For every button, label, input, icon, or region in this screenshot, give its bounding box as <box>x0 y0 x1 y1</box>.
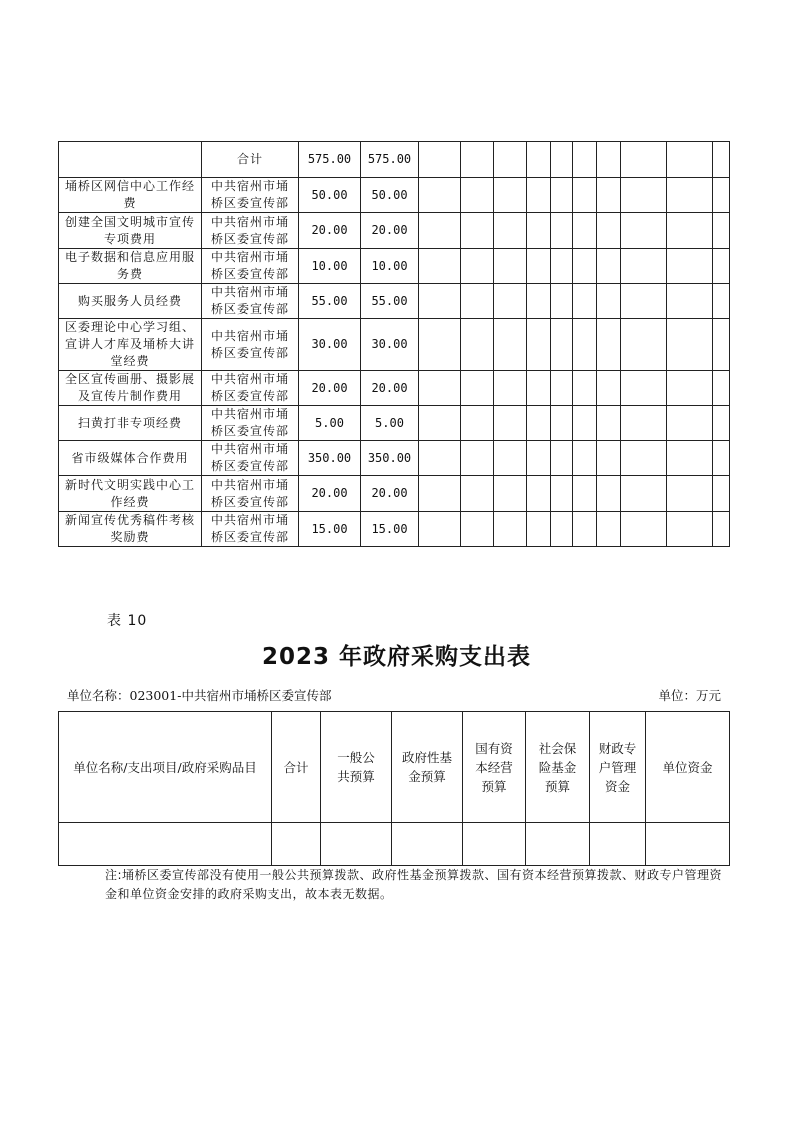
table-row <box>59 284 730 319</box>
currency-unit-label: 单位：万元 <box>658 688 721 703</box>
header-cell: 政府性基金预算 <box>392 712 463 823</box>
department: 中共宿州市埇桥区委宣传部 <box>202 249 299 284</box>
amount-2: 55.00 <box>361 284 419 319</box>
project-expenditure-table <box>58 141 730 547</box>
department: 中共宿州市埇桥区委宣传部 <box>202 284 299 319</box>
amount: 50.00 <box>299 178 361 213</box>
table-row <box>59 512 730 547</box>
header-cell: 单位名称/支出项目/政府采购品目 <box>59 712 272 823</box>
department: 中共宿州市埇桥区委宣传部 <box>202 371 299 406</box>
amount-2: 10.00 <box>361 249 419 284</box>
department: 中共宿州市埇桥区委宣传部 <box>202 319 299 371</box>
amount-2: 5.00 <box>361 406 419 441</box>
header-cell: 国有资本经营预算 <box>463 712 526 823</box>
project-name: 埇桥区网信中心工作经费 <box>59 178 202 213</box>
project-name: 新闻宣传优秀稿件考核奖励费 <box>59 512 202 547</box>
total-amount-2: 575.00 <box>361 142 419 178</box>
amount-2: 30.00 <box>361 319 419 371</box>
table-row <box>59 406 730 441</box>
project-name: 创建全国文明城市宣传专项费用 <box>59 213 202 249</box>
amount: 15.00 <box>299 512 361 547</box>
header-cell: 单位资金 <box>646 712 730 823</box>
table-row <box>59 249 730 284</box>
total-label: 合计 <box>202 142 299 178</box>
amount-2: 15.00 <box>361 512 419 547</box>
procurement-expenditure-table <box>58 711 730 866</box>
header-cell: 社会保险基金预算 <box>526 712 590 823</box>
amount-2: 20.00 <box>361 371 419 406</box>
table-row <box>59 441 730 476</box>
amount: 30.00 <box>299 319 361 371</box>
amount: 5.00 <box>299 406 361 441</box>
table-row <box>59 319 730 371</box>
unit-name-label: 单位名称：023001-中共宿州市埇桥区委宣传部 <box>67 688 332 703</box>
department: 中共宿州市埇桥区委宣传部 <box>202 441 299 476</box>
header-cell: 一般公共预算 <box>321 712 392 823</box>
department: 中共宿州市埇桥区委宣传部 <box>202 512 299 547</box>
header-cell: 财政专户管理资金 <box>590 712 646 823</box>
amount-2: 20.00 <box>361 213 419 249</box>
table-row <box>59 371 730 406</box>
amount-2: 20.00 <box>361 476 419 512</box>
department: 中共宿州市埇桥区委宣传部 <box>202 178 299 213</box>
project-name: 购买服务人员经费 <box>59 284 202 319</box>
project-name: 电子数据和信息应用服务费 <box>59 249 202 284</box>
header-row <box>59 712 730 823</box>
amount: 55.00 <box>299 284 361 319</box>
department: 中共宿州市埇桥区委宣传部 <box>202 406 299 441</box>
project-name: 扫黄打非专项经费 <box>59 406 202 441</box>
amount: 10.00 <box>299 249 361 284</box>
page-title: 2023 年政府采购支出表 <box>261 644 532 670</box>
project-name: 区委理论中心学习组、宣讲人才库及埇桥大讲堂经费 <box>59 319 202 371</box>
cell <box>59 142 202 178</box>
amount: 350.00 <box>299 441 361 476</box>
department: 中共宿州市埇桥区委宣传部 <box>202 213 299 249</box>
project-name: 省市级媒体合作费用 <box>59 441 202 476</box>
amount-2: 350.00 <box>361 441 419 476</box>
project-name: 新时代文明实践中心工作经费 <box>59 476 202 512</box>
table-row <box>59 476 730 512</box>
table-row <box>59 178 730 213</box>
amount: 20.00 <box>299 371 361 406</box>
amount: 20.00 <box>299 476 361 512</box>
department: 中共宿州市埇桥区委宣传部 <box>202 476 299 512</box>
amount-2: 50.00 <box>361 178 419 213</box>
total-amount: 575.00 <box>299 142 361 178</box>
total-row <box>59 142 730 178</box>
amount: 20.00 <box>299 213 361 249</box>
empty-data-row <box>59 823 730 866</box>
project-name: 全区宣传画册、摄影展及宣传片制作费用 <box>59 371 202 406</box>
table-number: 表 10 <box>107 613 148 629</box>
table-note: 注:埇桥区委宣传部没有使用一般公共预算拨款、政府性基金预算拨款、国有资本经营预算拨款、财政专户管理资金和单位资金安排的政府采购支出，故本表无数据。 <box>105 868 723 901</box>
table-row <box>59 213 730 249</box>
header-cell: 合计 <box>272 712 321 823</box>
